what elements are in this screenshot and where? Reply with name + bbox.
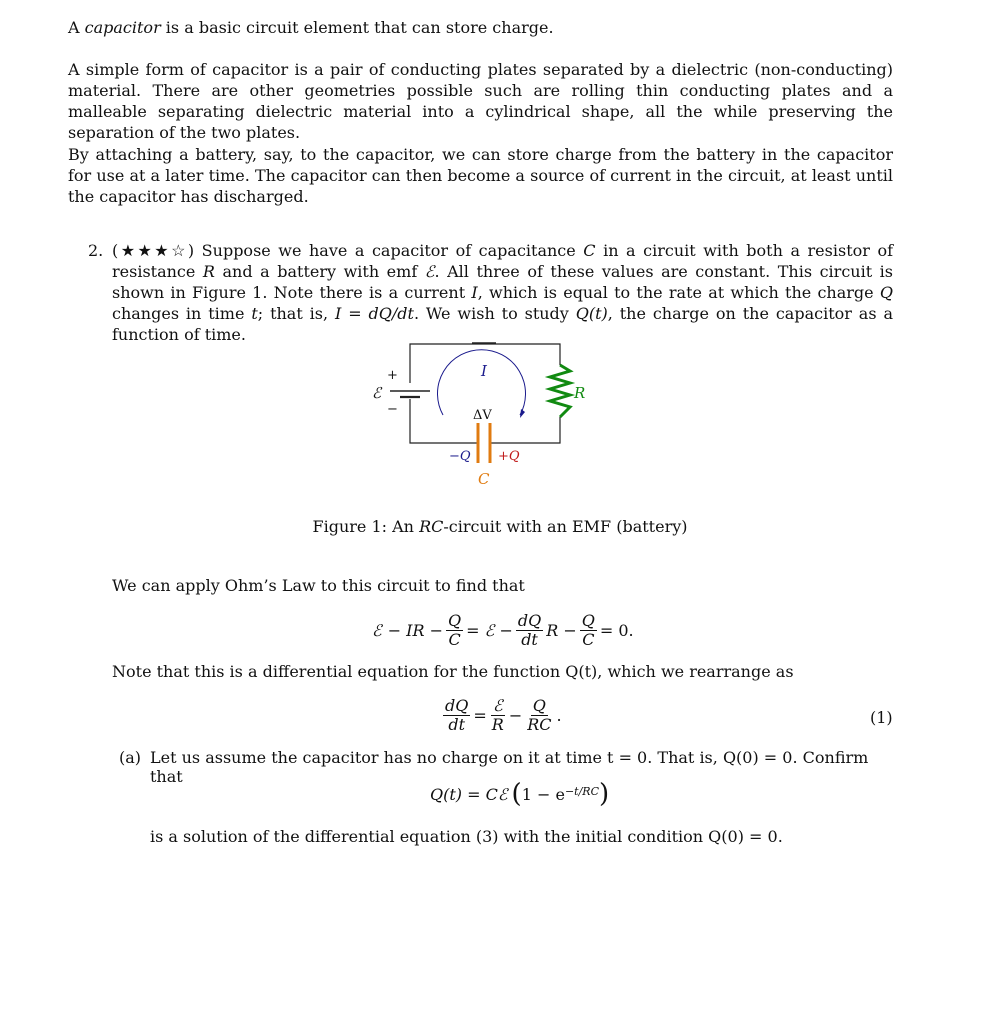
part-a-label: (a) — [119, 748, 142, 767]
problem-statement: (★★★☆) Suppose we have a capacitor of capacitance C in a circuit with both a resistor of resistance R and a battery with emf ℰ. All three of these values are constant. This circuit is shown in Figure 1. Note there is a current I, which is equal to the rate at which the charge Q changes in time t; that is, I = dQ/dt. We wish to study Q(t), the charge on the capacitor as a function of time. — [112, 241, 894, 344]
positive-charge-label: +Q — [498, 449, 520, 464]
capacitor-label: C — [478, 470, 490, 488]
ohm-intro: We can apply Ohm’s Law to this circuit to find that — [112, 576, 525, 595]
battery-symbol — [390, 391, 430, 397]
resistor-label: R — [574, 384, 586, 402]
problem-number: 2. — [88, 241, 104, 260]
intro-paragraph-1: A capacitor is a basic circuit element that can store charge. — [68, 18, 554, 37]
diffeq-intro: Note that this is a differential equation for the function Q(t), which we rearrange as — [112, 662, 794, 681]
current-label: I — [481, 362, 487, 380]
figure-caption: Figure 1: An RC-circuit with an EMF (battery) — [312, 517, 688, 536]
difficulty-stars: (★★★☆) — [112, 241, 195, 260]
ohm-equation: ℰ − IR − $\frac{Q}{C}$ = ℰ − $\frac{dQ}{dt}$ R − $\frac{Q}{C}$ = 0. — [372, 611, 634, 649]
battery-minus-label: − — [387, 402, 398, 417]
part-a-conclusion: is a solution of the differential equation (3) with the initial condition Q(0) = 0. — [150, 827, 783, 846]
equation-tag: (1) — [870, 708, 893, 727]
capacitor-symbol — [478, 423, 490, 463]
intro-paragraph-2: A simple form of capacitor is a pair of conducting plates separated by a dielectric (non-conducting) material. There are other geometries possible such are rolling thin conducting plates and a malleable separating dielectric material into a cylindrical shape, all the while preserving the separation of the two plates. — [68, 60, 893, 142]
resistor-symbol — [550, 365, 570, 417]
intro-paragraph-3: By attaching a battery, say, to the capacitor, we can store charge from the battery in the capacitor for use at a later time. The capacitor can then become a source of current in the circuit, at least until the capacitor has discharged. — [68, 145, 893, 206]
battery-plus-label: + — [387, 368, 398, 383]
negative-charge-label: −Q — [449, 449, 471, 464]
circuit-wires — [410, 343, 560, 443]
emf-label: ℰ — [372, 384, 382, 402]
rc-circuit-diagram — [360, 335, 610, 495]
diffeq-equation: $\frac{dQ}{dt}$ = $\frac{\text{ℰ}}{R}$ − $\frac{Q}{RC}$ . — [445, 696, 562, 734]
capacitor-term: capacitor — [84, 18, 161, 37]
part-a-text: Let us assume the capacitor has no charge on it at time t = 0. That is, Q(0) = 0. Confirm that — [150, 748, 869, 786]
voltage-label: ΔV — [473, 408, 492, 423]
solution-equation: Q(t) = Cℰ ( 1 − e $^{-t/RC}$ ) — [430, 779, 610, 809]
